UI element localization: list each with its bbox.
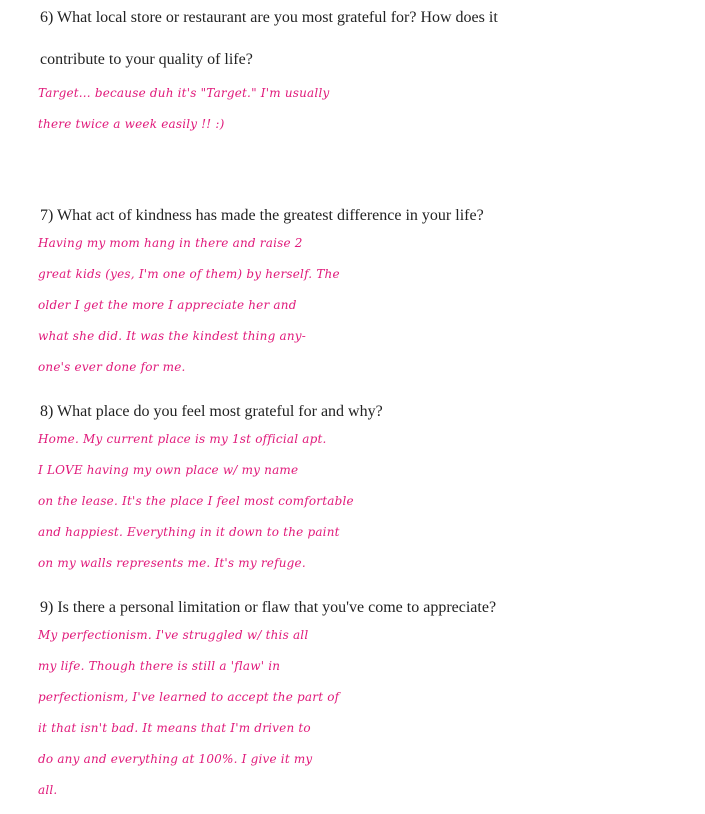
question-6-prompt-line-2: contribute to your quality of life? (40, 51, 253, 68)
question-8-prompt: 8) What place do you feel most grateful for and why? (40, 403, 383, 420)
handwritten-line: on my walls represents me. It's my refuge. (38, 556, 306, 570)
handwritten-line: perfectionism, I've learned to accept the part of (38, 690, 340, 704)
handwritten-line: all. (38, 783, 58, 797)
question-7-prompt: 7) What act of kindness has made the greatest difference in your life? (40, 207, 484, 224)
handwritten-line: and happiest. Everything in it down to the paint (38, 525, 340, 539)
handwritten-line: on the lease. It's the place I feel most comfortable (38, 494, 354, 508)
handwritten-line: do any and everything at 100%. I give it my (38, 752, 313, 766)
question-8-answer (38, 424, 705, 579)
handwritten-line: there twice a week easily !! :) (38, 117, 225, 131)
handwritten-line: great kids (yes, I'm one of them) by herself. The (38, 267, 340, 281)
question-6-prompt-line-1: 6) What local store or restaurant are you most grateful for? How does it (40, 9, 498, 26)
question-6-answer (38, 78, 705, 140)
handwritten-line: my life. Though there is still a 'flaw' in (38, 659, 281, 673)
handwritten-line: older I get the more I appreciate her and (38, 298, 297, 312)
handwritten-line: I LOVE having my own place w/ my name (38, 463, 299, 477)
handwritten-line: what she did. It was the kindest thing any- (38, 329, 307, 343)
handwritten-line: My perfectionism. I've struggled w/ this all (38, 628, 309, 642)
handwritten-line: it that isn't bad. It means that I'm driven to (38, 721, 311, 735)
handwritten-line: Target... because duh it's "Target." I'm usually (38, 86, 330, 100)
handwritten-line: Home. My current place is my 1st official apt. (38, 432, 327, 446)
handwritten-line: one's ever done for me. (38, 360, 186, 374)
handwritten-line: Having my mom hang in there and raise 2 (38, 236, 303, 250)
question-9-answer (38, 620, 705, 806)
question-9-prompt: 9) Is there a personal limitation or flaw that you've come to appreciate? (40, 599, 497, 616)
question-7-answer (38, 228, 705, 383)
